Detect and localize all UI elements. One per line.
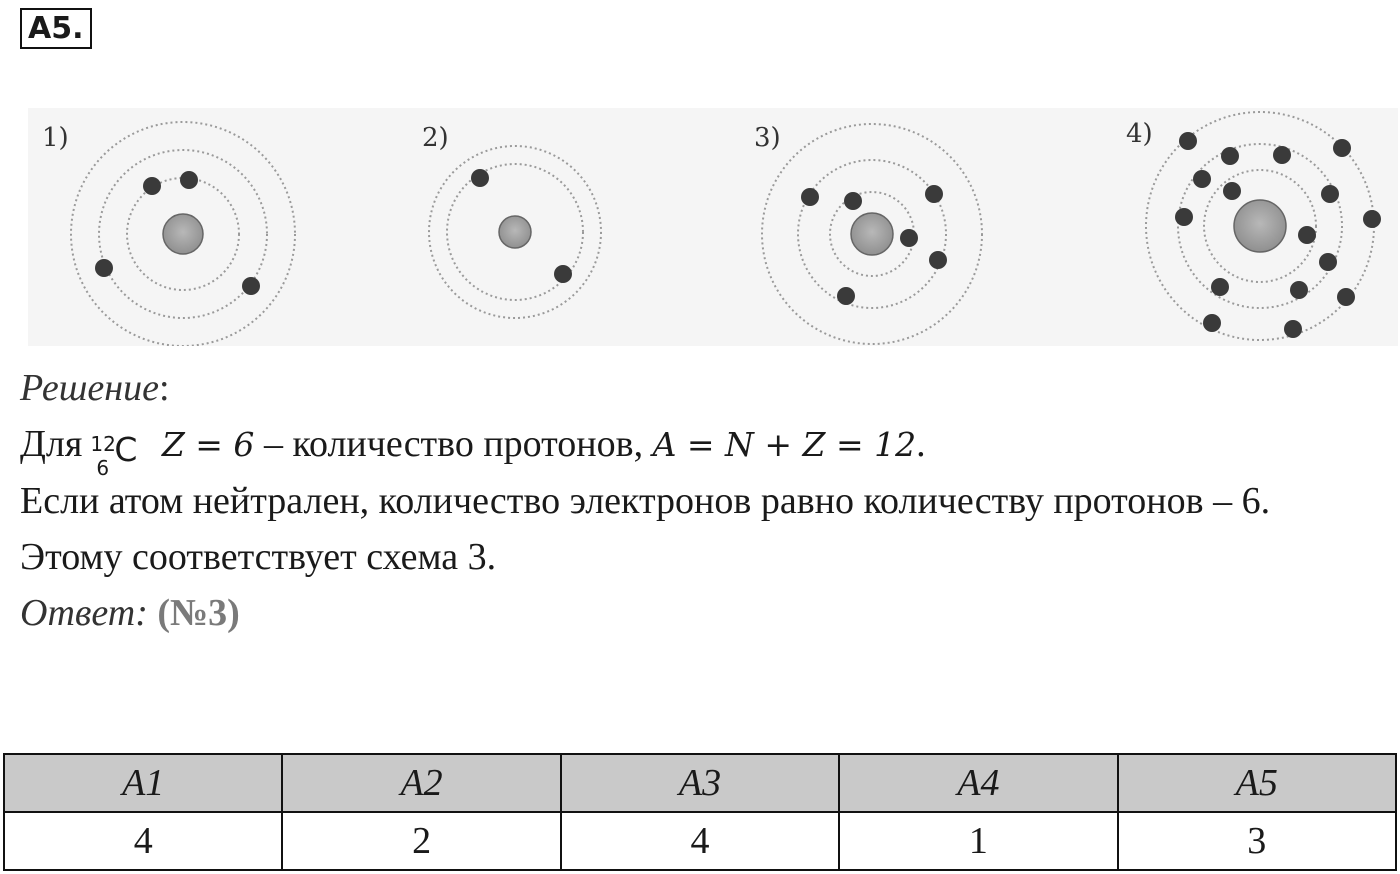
electron [844, 192, 862, 210]
answers-table [3, 753, 1397, 871]
electron [1337, 288, 1355, 306]
electron [837, 287, 855, 305]
solution-heading-colon: : [158, 367, 170, 409]
electron [1211, 278, 1229, 296]
electron [1321, 185, 1339, 203]
option-1-label: 1) [42, 123, 69, 153]
task-number-label: A5. [20, 8, 92, 49]
line1-middle: – количество протонов, [254, 423, 653, 465]
atom-diagrams-svg [28, 108, 1398, 346]
nucleus [1234, 200, 1286, 252]
electron [95, 259, 113, 277]
electron [801, 188, 819, 206]
electron [1319, 253, 1337, 271]
answer-label: Ответ: [20, 592, 148, 634]
solution-line-2: Если атом нейтрален, количество электронов равно количеству протонов – 6. [20, 480, 1271, 522]
electron [1290, 281, 1308, 299]
solution-heading-text: Решение [20, 367, 159, 409]
answers-value-cell: 4 [561, 812, 839, 870]
line1-prefix: Для [20, 423, 83, 465]
electron [925, 185, 943, 203]
electron [1223, 182, 1241, 200]
answers-header-cell: A5 [1118, 754, 1396, 812]
electron [242, 277, 260, 295]
z-expression: Z = 6 [161, 425, 255, 464]
electron [1203, 314, 1221, 332]
answers-value-cell: 3 [1118, 812, 1396, 870]
mass-number: 12 [90, 432, 116, 456]
answers-value-row [4, 812, 1396, 870]
electron [1298, 226, 1316, 244]
nucleus [499, 216, 531, 248]
electron [180, 171, 198, 189]
electron [1179, 132, 1197, 150]
electron [1175, 208, 1193, 226]
nucleus [851, 213, 893, 255]
answers-header-cell: A2 [282, 754, 560, 812]
electron [1363, 210, 1381, 228]
electron [143, 177, 161, 195]
answers-header-cell: A4 [839, 754, 1117, 812]
answers-header-cell: A3 [561, 754, 839, 812]
answers-header-cell: A1 [4, 754, 282, 812]
line1-end: . [916, 423, 926, 465]
solution-line-1 [20, 416, 1390, 480]
atom-option-3[interactable] [754, 123, 982, 344]
atomic-number: 6 [96, 456, 110, 480]
answers-value-cell: 4 [4, 812, 282, 870]
nucleus [163, 214, 203, 254]
element-symbol: C [114, 430, 138, 469]
atom-diagrams-figure [28, 108, 1398, 346]
electron [1284, 320, 1302, 338]
carbon-nuclide [90, 422, 138, 480]
solution-line-3: Этому соответствует схема 3. [20, 536, 497, 578]
electron [929, 251, 947, 269]
electron [471, 169, 489, 187]
electron [1333, 139, 1351, 157]
answer-line [20, 585, 1390, 641]
electron [1193, 170, 1211, 188]
atom-option-2[interactable] [422, 123, 601, 318]
solution-block [20, 360, 1390, 641]
answers-value-cell: 2 [282, 812, 560, 870]
atom-option-1[interactable] [42, 122, 295, 346]
a-expression: A = N + Z = 12 [652, 425, 917, 464]
answers-header-row [4, 754, 1396, 812]
option-4-label: 4) [1126, 119, 1153, 149]
electron [554, 265, 572, 283]
solution-heading [20, 360, 1390, 416]
answer-value: (№3) [157, 592, 240, 634]
electron [1273, 146, 1291, 164]
answers-value-cell: 1 [839, 812, 1117, 870]
option-2-label: 2) [422, 123, 449, 153]
electron [900, 229, 918, 247]
option-3-label: 3) [754, 123, 781, 153]
electron [1221, 147, 1239, 165]
atom-option-4[interactable] [1126, 112, 1381, 340]
